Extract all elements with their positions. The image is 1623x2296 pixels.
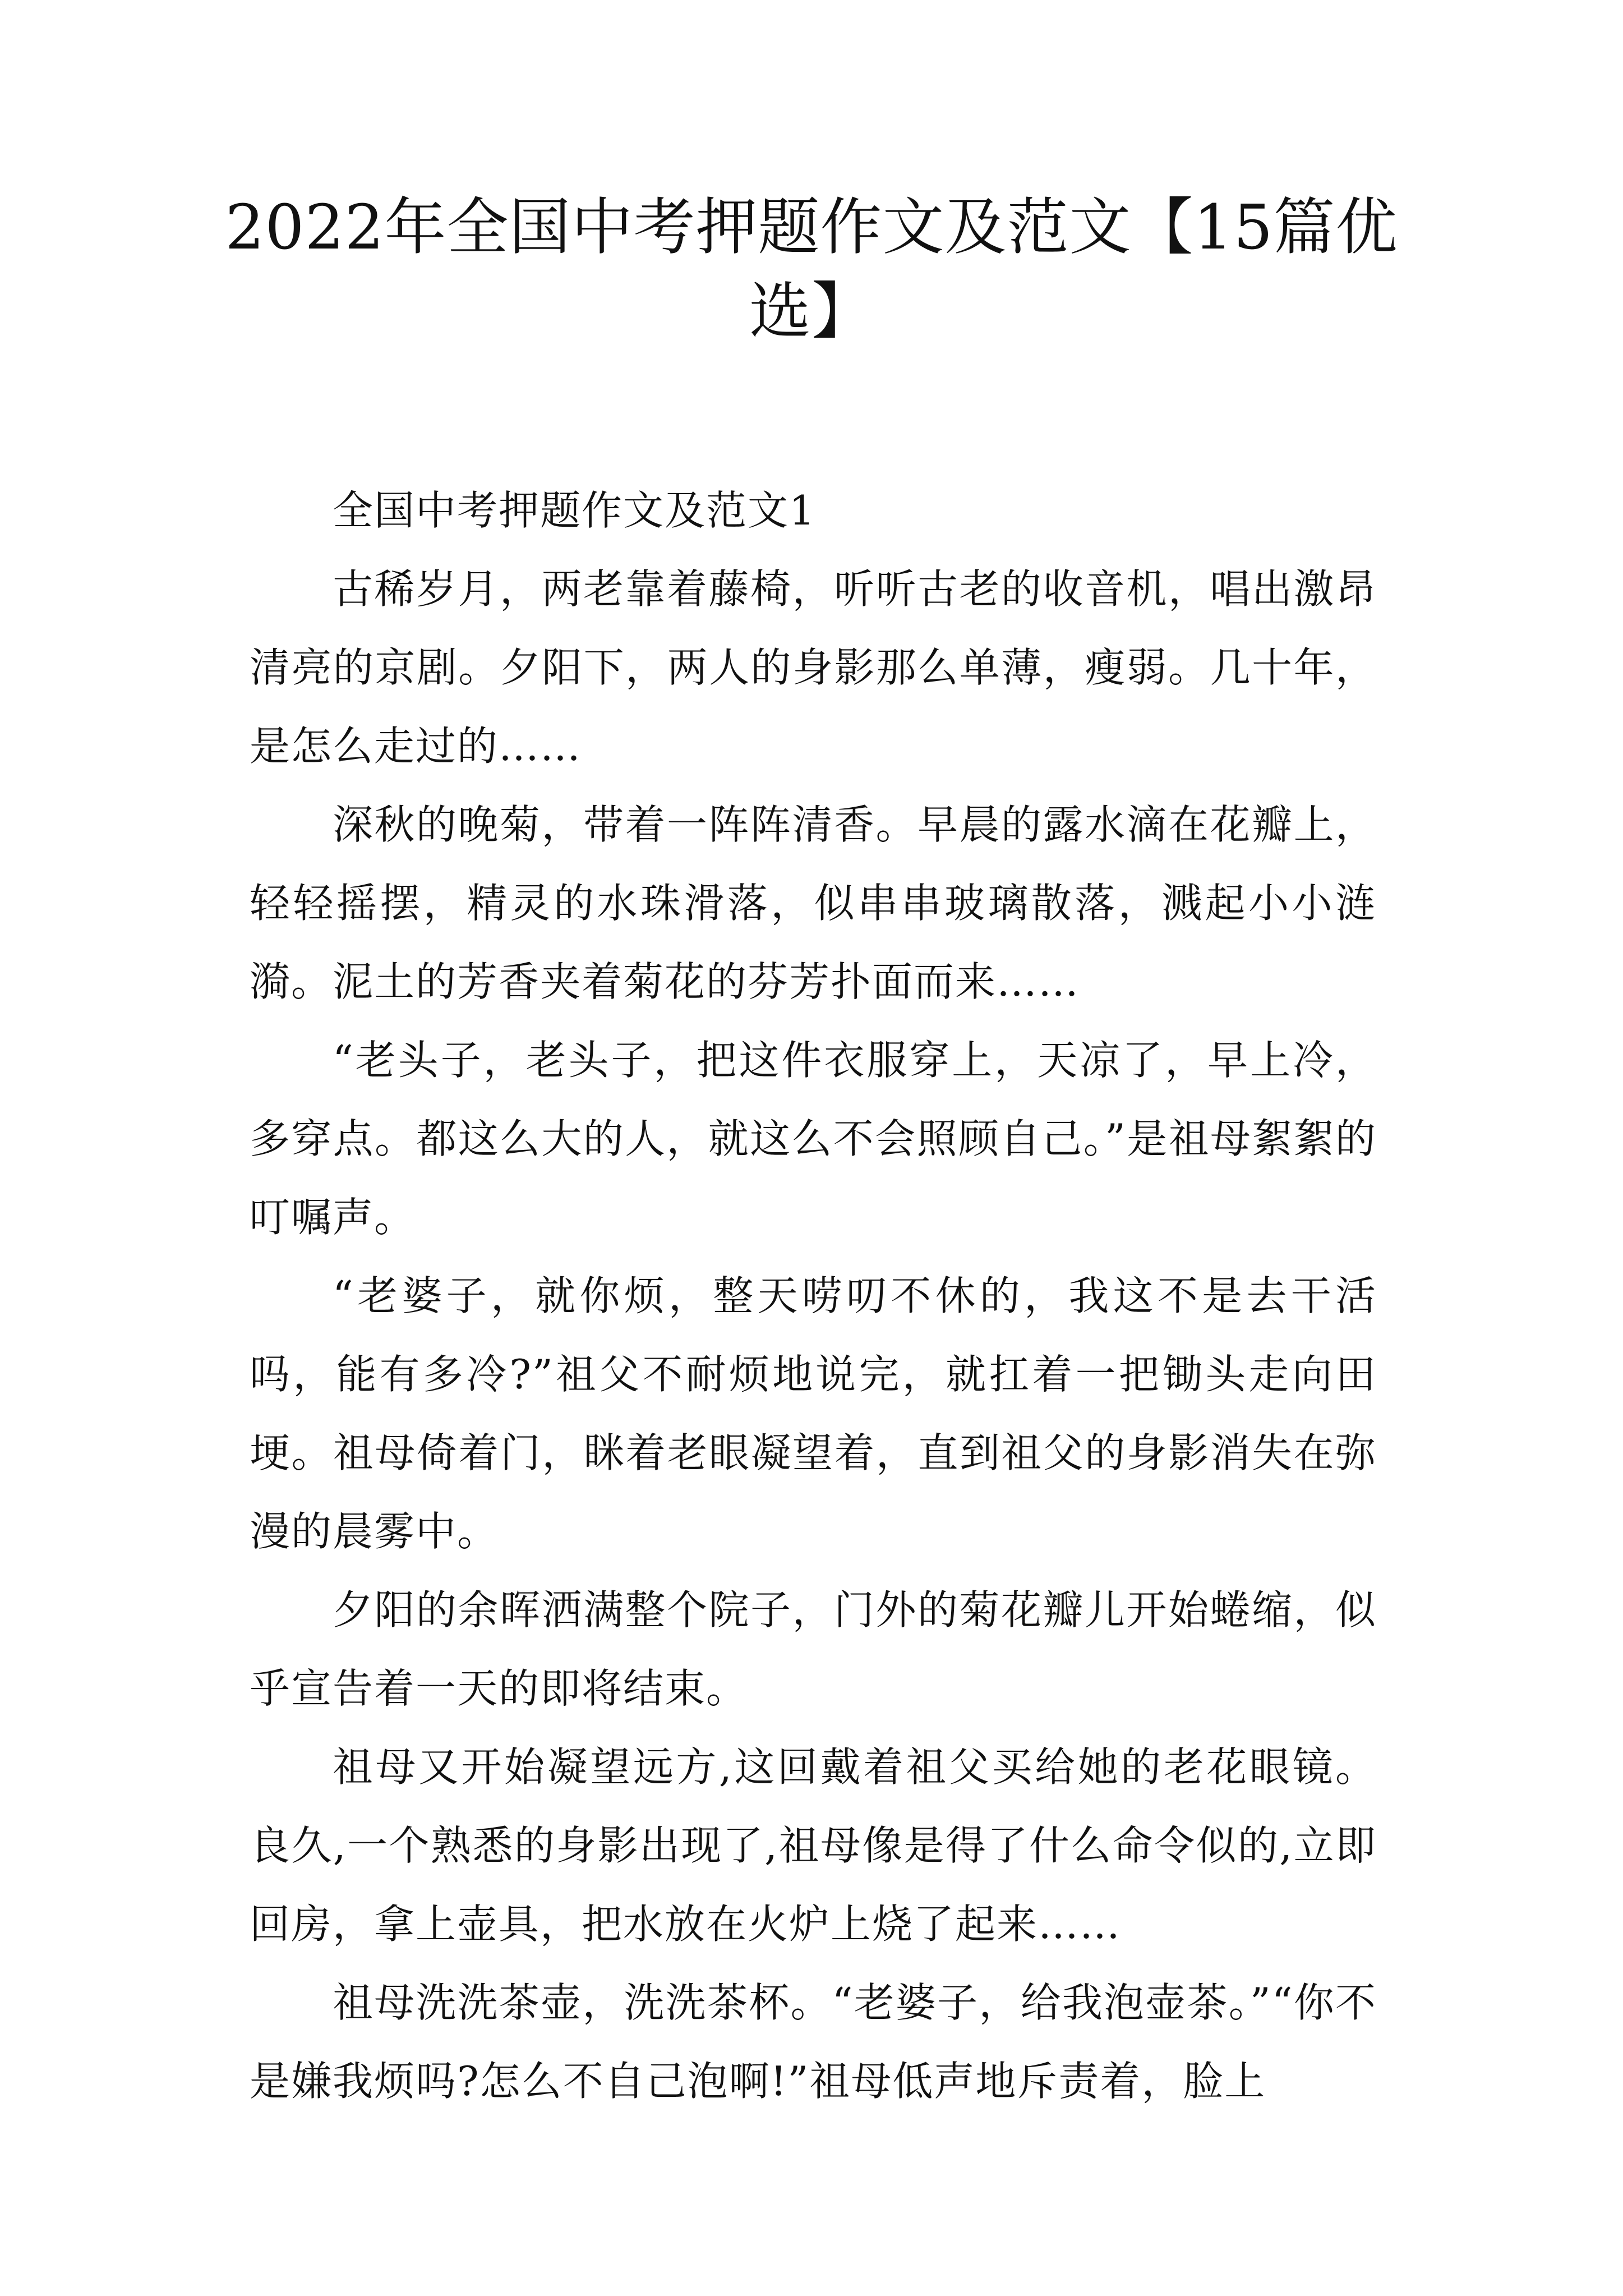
paragraph: 夕阳的余晖洒满整个院子，门外的菊花瓣儿开始蜷缩，似乎宣告着一天的即将结束。 <box>250 1586 1377 1712</box>
paragraph: 祖母又开始凝望远方,这回戴着祖父买给她的老花眼镜。良久,一个熟悉的身影出现了,祖母像是得了什么命令似的,立即回房，拿上壶具，把水放在火炉上烧了起来…… <box>250 1743 1377 1948</box>
paragraph: 祖母洗洗茶壶，洗洗茶杯。“老婆子，给我泡壶茶。”“你不是嫌我烦吗?怎么不自己泡啊!”祖母低声地斥责着，脸上 <box>250 1979 1377 2105</box>
essay-heading: 全国中考押题作文及范文1 <box>333 487 816 534</box>
document-body <box>250 471 1377 2120</box>
document-title: 2022年全国中考押题作文及范文【15篇优选】 <box>225 191 1398 347</box>
paragraph: “老婆子，就你烦，整天唠叨不休的，我这不是去干活吗，能有多冷?”祖父不耐烦地说完，就扛着一把锄头走向田埂。祖母倚着门，眯着老眼凝望着，直到祖父的身影消失在弥漫的晨雾中。 <box>250 1272 1377 1555</box>
paragraph: 深秋的晚菊，带着一阵阵清香。早晨的露水滴在花瓣上，轻轻摇摆，精灵的水珠滑落，似串串玻璃散落，溅起小小涟漪。泥土的芳香夹着菊花的芬芳扑面而来…… <box>250 801 1377 1005</box>
paragraph: “老头子，老头子，把这件衣服穿上，天凉了，早上冷，多穿点。都这么大的人，就这么不会照顾自己。”是祖母絮絮的叮嘱声。 <box>250 1037 1377 1241</box>
paragraph: 古稀岁月，两老靠着藤椅，听听古老的收音机，唱出激昂清亮的京剧。夕阳下，两人的身影那么单薄，瘦弱。几十年，是怎么走过的…… <box>250 565 1377 770</box>
